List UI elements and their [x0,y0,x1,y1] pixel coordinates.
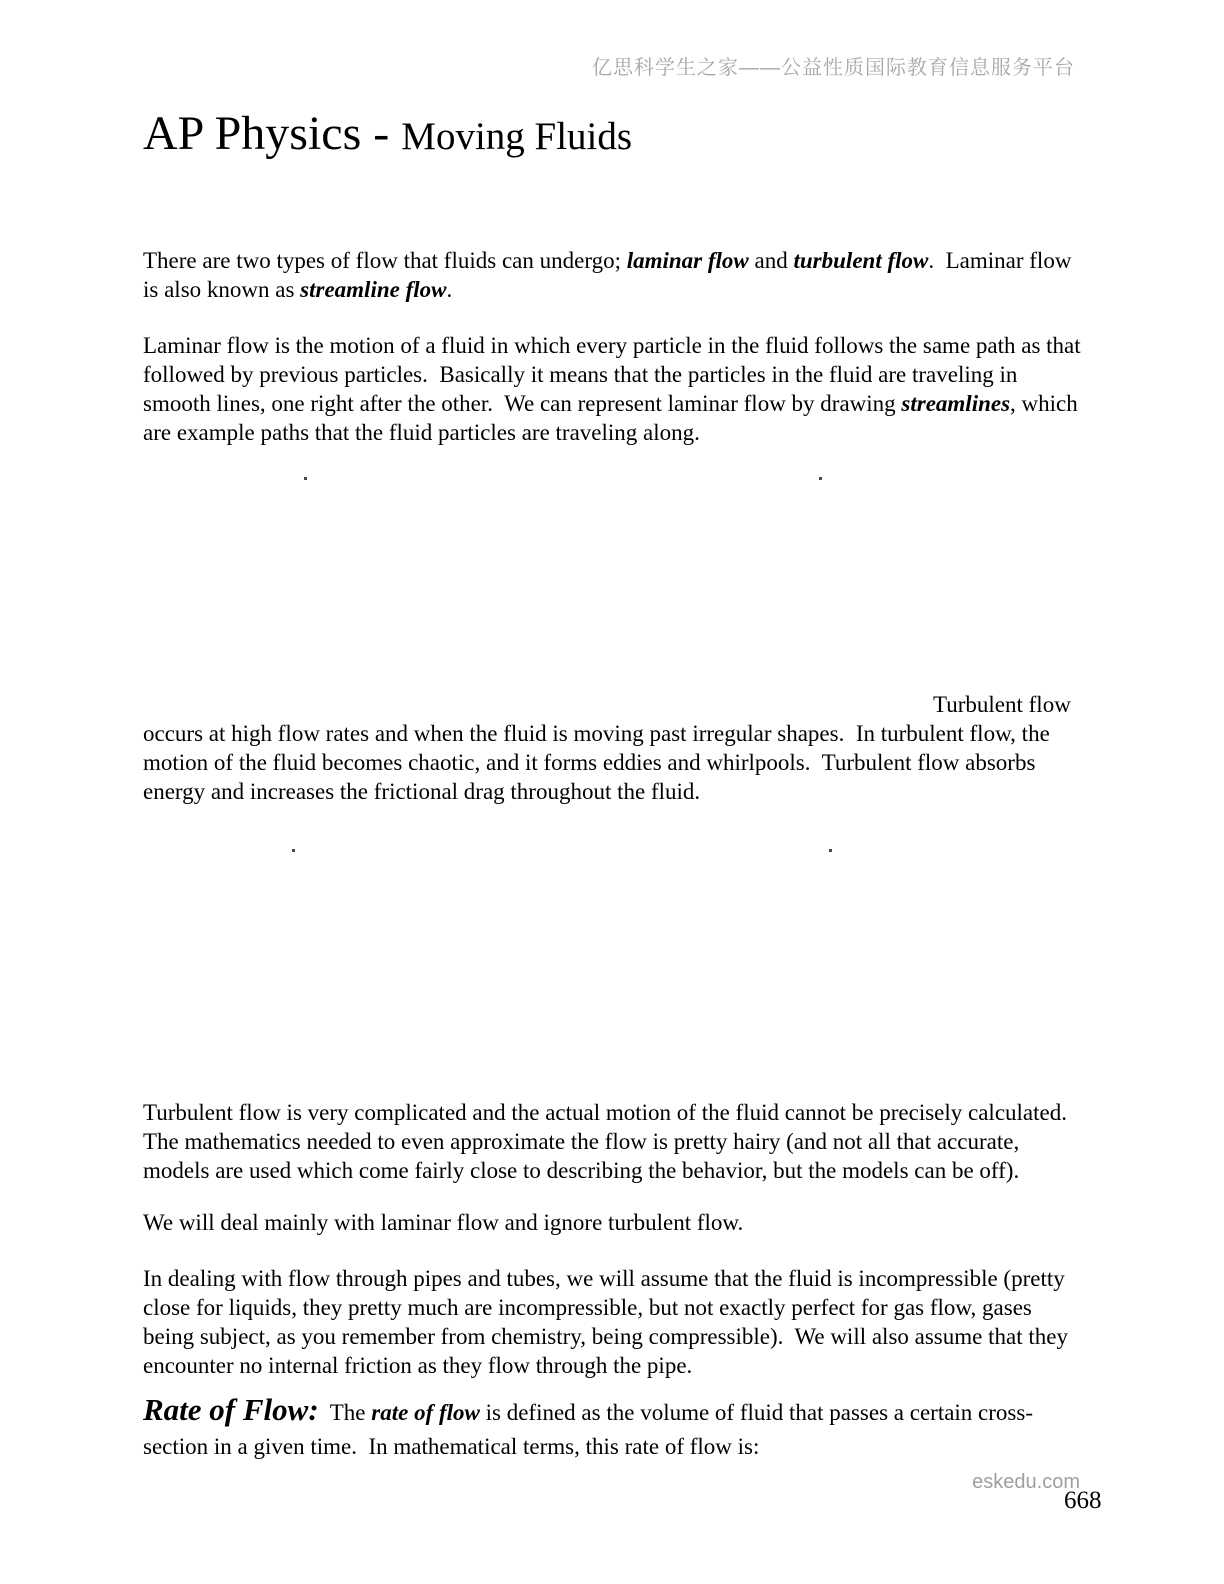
page-title-sub: Moving Fluids [401,115,633,158]
text-run: . [446,277,453,302]
term-rate-of-flow: rate of flow [371,1400,480,1425]
paragraph-flow-types [143,246,1088,304]
text-run: There are two types of flow that fluids can undergo; [143,248,627,273]
text-run: , which are example paths that the fluid particles are traveling along. [143,391,1084,445]
text-run: and [748,248,794,273]
page-title [143,106,632,161]
image-remnant-dot [819,477,822,480]
term-turbulent-flow: turbulent flow [793,248,929,273]
text-run: Laminar flow is the motion of a fluid in which every particle in the fluid follows the same path as that followed by previous particles. Basically it means that the particles in the fluid are traveling in smooth lines, one right after the other. We can represent laminar flow by drawing [143,333,1087,416]
image-remnant-dot [292,849,295,852]
text-run: Turbulent flow is very complicated and the actual motion of the fluid cannot be precisely calculated. The mathematics needed to even approximate the flow is pretty hairy (and not all that accurate, models are used which come fairly close to describing the behavior, but the models can be off). [143,1100,1079,1183]
paragraph-turbulent-flow [143,690,1088,806]
page-title-main: AP Physics - [143,107,402,160]
paragraph-incompressible-assumption [143,1264,1088,1380]
term-laminar-flow: laminar flow [626,248,749,273]
paragraph-turbulence-complexity [143,1098,1088,1185]
text-run: Turbulent flow occurs at high flow rates and when the fluid is moving past irregular shapes. In turbulent flow, the motion of the fluid becomes chaotic, and it forms eddies and whirlpools. Turbulent flow absorbs energy and increases the frictional drag throughout the fluid. [143,692,1077,804]
text-run: The [318,1400,372,1425]
text-run: We will deal mainly with laminar flow and ignore turbulent flow. [143,1210,744,1235]
term-streamline-flow: streamline flow [300,277,447,302]
image-remnant-dot [829,849,832,852]
text-run: In dealing with flow through pipes and tubes, we will assume that the fluid is incompressible (pretty close for liquids, they pretty much are incompressible, but not exactly perfect for gas flow, gases being subject, as you remember from chemistry, being compressible). We will also assume that they encounter no internal friction as they flow through the pipe. [143,1266,1074,1378]
header-watermark: 亿思科学生之家——公益性质国际教育信息服务平台 [592,57,1075,79]
paragraph-rate-of-flow [143,1393,1088,1464]
page-number: 668 [1064,1487,1102,1514]
paragraph-laminar-flow [143,331,1088,447]
term-streamlines: streamlines [901,391,1011,416]
image-remnant-dot [304,477,307,480]
paragraph-deal-with-laminar [143,1208,1088,1237]
section-heading-rate-of-flow: Rate of Flow: [143,1392,319,1427]
footer-watermark: eskedu.com [972,1471,1080,1493]
text-run: is defined as the volume of fluid that passes a certain cross-section in a given time. In mathematical terms, this rate of flow is: [143,1400,1033,1459]
text-run: . Laminar flow is also known as [143,248,1078,302]
